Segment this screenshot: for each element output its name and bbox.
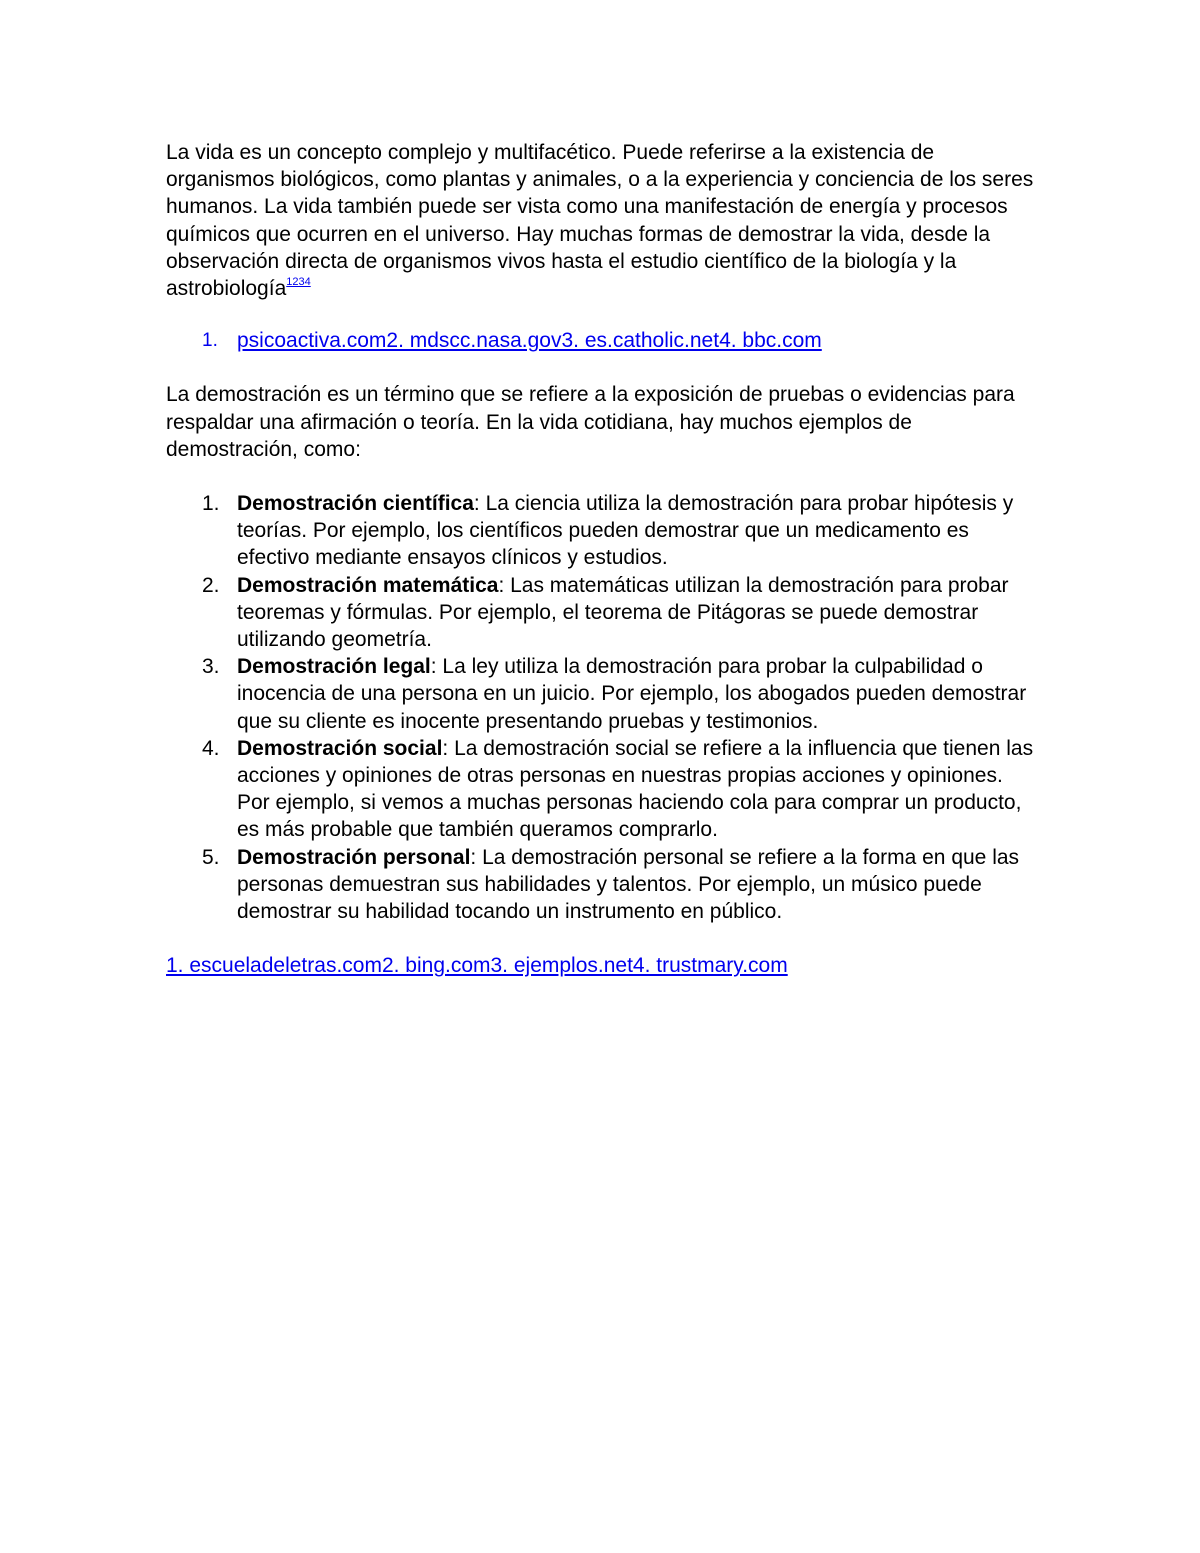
reference-list-1-item bbox=[166, 327, 1046, 354]
list-item-text: : La ciencia utiliza la demostración para probar hipótesis y teorías. Por ejemplo, los científicos pueden demostrar que un medicamento es efectivo mediante ensayos clínicos y estudios. bbox=[237, 492, 1014, 570]
list-item-title: Demostración legal bbox=[237, 655, 431, 679]
list-item-number: 5. bbox=[202, 845, 220, 869]
list-item bbox=[166, 653, 1037, 735]
intro-paragraph bbox=[166, 139, 1046, 302]
reference-list-2 bbox=[166, 952, 1046, 979]
list-item-number: 1. bbox=[202, 492, 220, 516]
list-item-text: : La demostración personal se refiere a la forma en que las personas demuestran sus habilidades y talentos. Por ejemplo, un músico puede demostrar su habilidad tocando un instrumento en público. bbox=[237, 845, 1020, 924]
demonstration-paragraph: La demostración es un término que se refiere a la exposición de pruebas o evidencias para respaldar una afirmación o teoría. En la vida cotidiana, hay muchos ejemplos de demostración, como: bbox=[166, 383, 1015, 461]
reference-list-1-link[interactable]: psicoactiva.com2. mdscc.nasa.gov3. es.catholic.net4. bbc.com bbox=[237, 329, 822, 353]
reference-list-1-number: 1. bbox=[202, 330, 218, 352]
list-item bbox=[166, 735, 1037, 844]
list-item bbox=[166, 844, 1037, 926]
list-item-title: Demostración personal bbox=[237, 845, 471, 869]
footnote-refs-link[interactable]: 1234 bbox=[286, 276, 311, 289]
list-item-number: 2. bbox=[202, 573, 220, 597]
reference-list-1 bbox=[166, 327, 1046, 354]
list-item-title: Demostración científica bbox=[237, 492, 474, 516]
intro-paragraph-text: La vida es un concepto complejo y multifacético. Puede referirse a la existencia de organismos biológicos, como plantas y animales, o a la experiencia y conciencia de los seres humanos. La vida también puede ser vista como una manifestación de energía y procesos químicos que ocurren en el universo. Hay muchas formas de demostrar la vida, desde la observación directa de organismos vivos hasta el estudio científico de la biología y la astrobiología bbox=[166, 141, 1034, 301]
list-item bbox=[166, 490, 1037, 572]
reference-list-2-link[interactable]: 1. escueladeletras.com2. bing.com3. ejemplos.net4. trustmary.com bbox=[166, 954, 788, 978]
list-item-text: : La demostración social se refiere a la influencia que tienen las acciones y opiniones de otras personas en nuestras propias acciones y opiniones. Por ejemplo, si vemos a muchas personas haciendo cola para comprar un producto, es más probable que también queramos comprarlo. bbox=[237, 736, 1034, 842]
list-item-text: : La ley utiliza la demostración para probar la culpabilidad o inocencia de una persona en un juicio. Por ejemplo, los abogados pueden demostrar que su cliente es inocente presentando pruebas y testimonios. bbox=[237, 655, 1027, 733]
list-item-title: Demostración matemática bbox=[237, 573, 499, 597]
list-item-title: Demostración social bbox=[237, 736, 443, 760]
document-page bbox=[166, 139, 1046, 979]
demonstration-list bbox=[166, 490, 1046, 925]
list-item-text: : Las matemáticas utilizan la demostración para probar teoremas y fórmulas. Por ejemplo, el teorema de Pitágoras se puede demostrar utilizando geometría. bbox=[237, 573, 1009, 652]
list-item bbox=[166, 572, 1037, 654]
list-item-number: 4. bbox=[202, 736, 220, 760]
list-item-number: 3. bbox=[202, 655, 220, 679]
